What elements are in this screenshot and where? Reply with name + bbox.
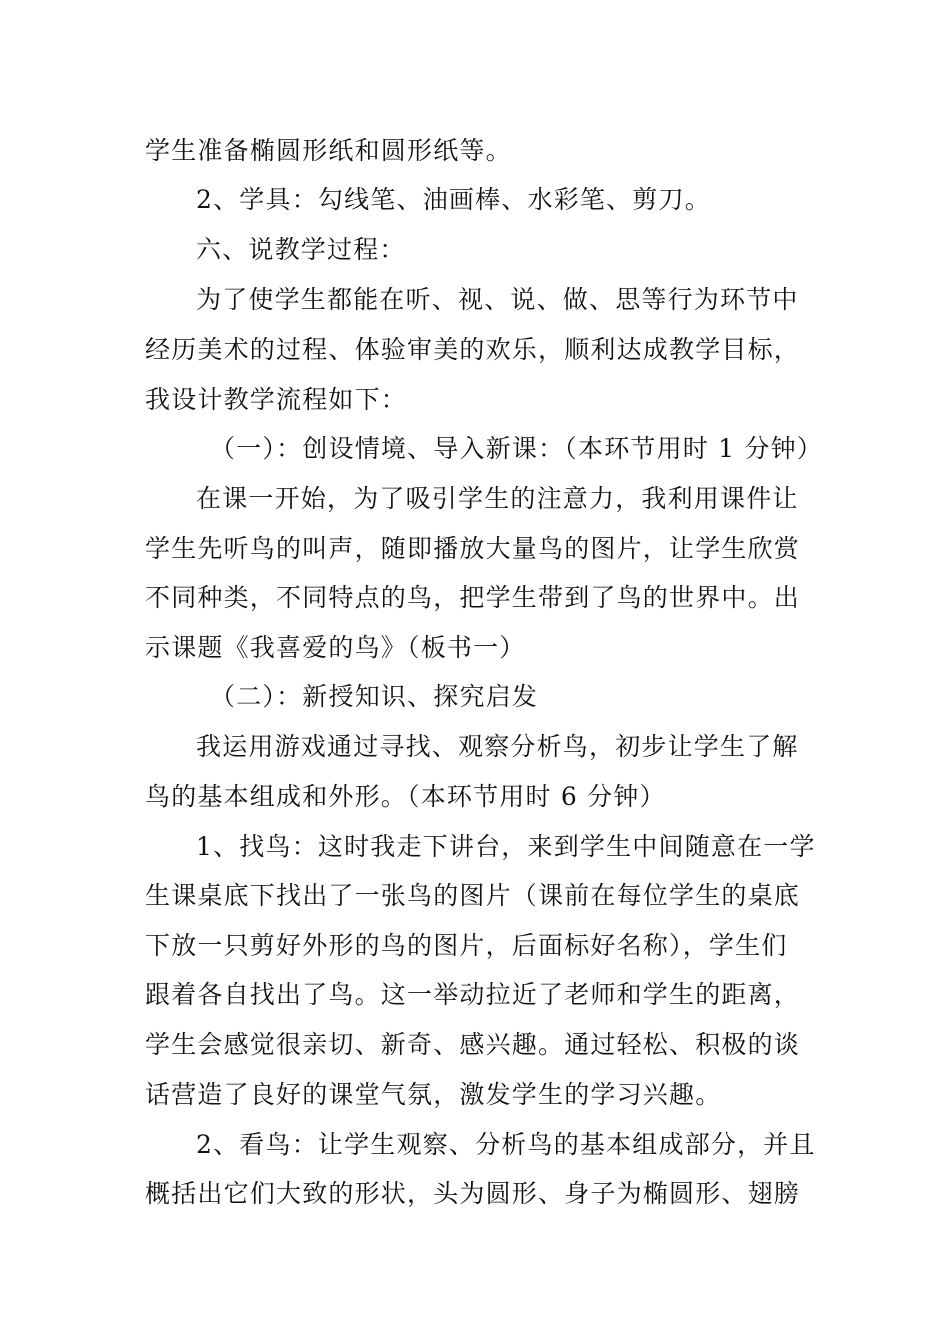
text-line: 在课一开始，为了吸引学生的注意力，我利用课件让: [196, 484, 799, 513]
text-line: 我设计教学流程如下：: [145, 385, 408, 414]
subsection-heading: （一）：创设情境、导入新课：（本环节用时 1 分钟）: [210, 434, 824, 463]
text-line: 2、看鸟：让学生观察、分析鸟的基本组成部分，并且: [196, 1130, 816, 1159]
subsection-heading: （二）：新授知识、探究启发: [210, 682, 539, 711]
text-line: 示课题《我喜爱的鸟》（板书一）: [145, 633, 526, 662]
section-heading: 六、说教学过程：: [196, 235, 406, 264]
text-line: 经历美术的过程、体验审美的欢乐，顺利达成教学目标，: [145, 335, 801, 364]
text-line: 不同种类，不同特点的鸟，把学生带到了鸟的世界中。出: [145, 583, 801, 612]
text-line: 生课桌底下找出了一张鸟的图片（课前在每位学生的桌底: [145, 881, 801, 910]
text-line: 话营造了良好的课堂气氛，激发学生的学习兴趣。: [145, 1080, 722, 1109]
text-line: 为了使学生都能在听、视、说、做、思等行为环节中: [196, 285, 799, 314]
text-line: 1、找鸟：这时我走下讲台，来到学生中间随意在一学: [196, 832, 816, 861]
text-line: 概括出它们大致的形状，头为圆形、身子为椭圆形、翅膀: [145, 1179, 801, 1208]
text-line: 学生准备椭圆形纸和圆形纸等。: [145, 136, 512, 165]
text-line: 鸟的基本组成和外形。（本环节用时 6 分钟）: [145, 782, 666, 811]
text-line: 2、学具：勾线笔、油画棒、水彩笔、剪刀。: [196, 185, 711, 214]
text-line: 学生先听鸟的叫声，随即播放大量鸟的图片，让学生欣赏: [145, 534, 801, 563]
text-line: 下放一只剪好外形的鸟的图片，后面标好名称），学生们: [145, 931, 788, 960]
text-line: 跟着各自找出了鸟。这一举动拉近了老师和学生的距离，: [145, 980, 801, 1009]
text-line: 学生会感觉很亲切、新奇、感兴趣。通过轻松、积极的谈: [145, 1030, 801, 1059]
text-line: 我运用游戏通过寻找、观察分析鸟，初步让学生了解: [196, 732, 799, 761]
